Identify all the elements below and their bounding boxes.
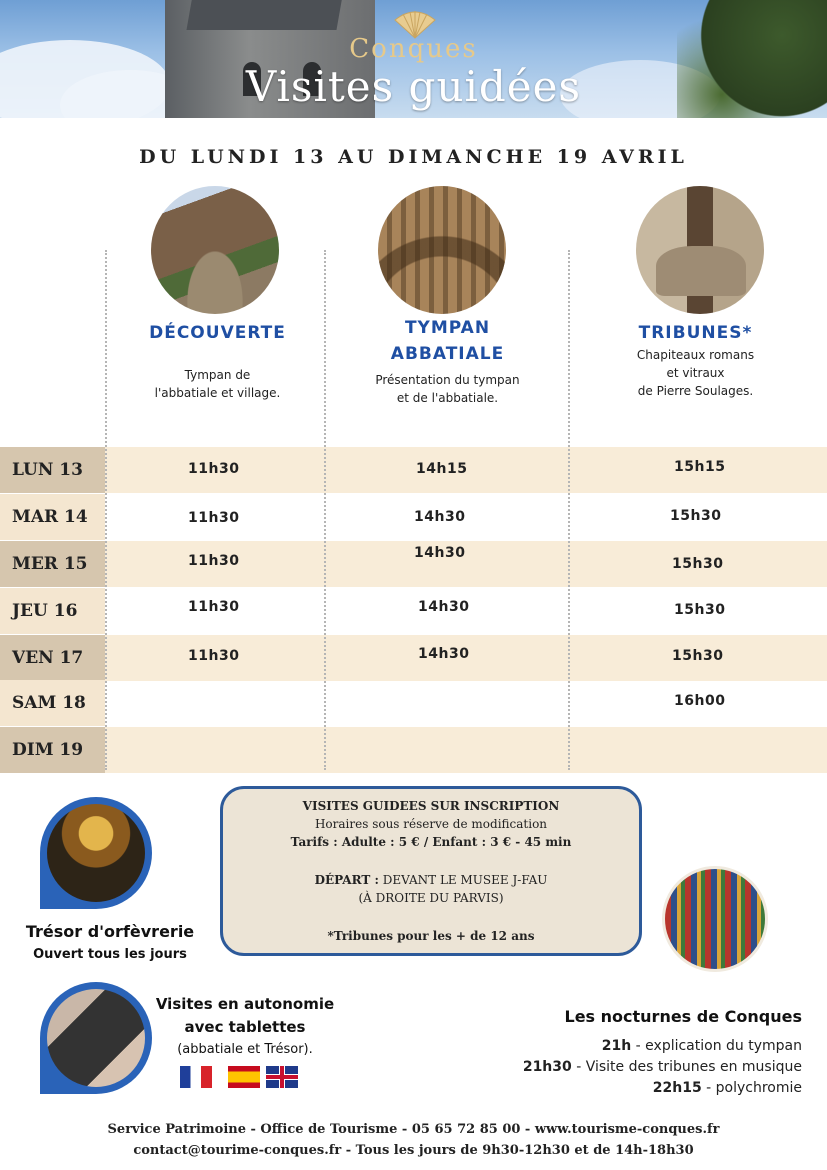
tablet-line1: Visites en autonomie [155, 995, 335, 1013]
time-decouverte: 11h30 [188, 648, 240, 664]
departure-value: DEVANT LE MUSEE J-FAU [382, 873, 548, 887]
column-desc-tympan [350, 371, 545, 407]
nocturnes-title: Les nocturnes de Conques [564, 1007, 802, 1026]
page-title: Visites guidées [245, 62, 582, 111]
time-tribunes: 15h15 [674, 459, 726, 475]
column-title-line: TRIBUNES* [638, 323, 753, 343]
nocturne-item [602, 1038, 802, 1054]
day-label: MER 15 [0, 541, 105, 587]
column-title-line: ABBATIALE [390, 344, 505, 364]
info-registration: VISITES GUIDEES SUR INSCRIPTION [302, 799, 560, 813]
schedule-row [0, 541, 827, 587]
footer-contact: Service Patrimoine - Office de Tourisme - 05 65 72 85 00 - www.tourisme-conques.fr [107, 1122, 720, 1137]
time-tribunes: 15h30 [672, 648, 724, 664]
time-tympan: 14h30 [418, 599, 470, 615]
day-label: SAM 18 [0, 680, 105, 726]
column-desc-line: Chapiteaux romans [636, 348, 755, 362]
column-title-tribunes [598, 320, 793, 346]
tribunes-photo [636, 186, 764, 314]
departure-label: DÉPART : [314, 873, 379, 887]
time-tympan: 14h30 [414, 509, 466, 525]
stained-glass-photo [662, 866, 768, 972]
column-desc-line: Présentation du tympan [375, 373, 520, 387]
time-tribunes: 15h30 [674, 602, 726, 618]
info-box [220, 786, 642, 956]
nocturne-time: 21h30 [522, 1059, 572, 1075]
tresor-badge [40, 797, 152, 909]
nocturne-text: - explication du tympan [631, 1038, 802, 1054]
tablet-badge [40, 982, 152, 1094]
tablet-photo [47, 989, 145, 1087]
time-tribunes: 16h00 [674, 693, 726, 709]
spanish-flag-icon [228, 1066, 260, 1088]
nocturne-time: 22h15 [652, 1080, 702, 1096]
column-desc-line: et de l'abbatiale. [396, 391, 499, 405]
info-departure [223, 873, 639, 887]
column-title-line: TYMPAN [404, 318, 491, 338]
nocturne-text: - polychromie [701, 1080, 802, 1096]
day-label: JEU 16 [0, 588, 105, 634]
info-departure-sub: (À DROITE DU PARVIS) [358, 891, 504, 905]
column-title-decouverte [120, 320, 315, 346]
schedule-row [0, 727, 827, 773]
nocturne-item [653, 1080, 802, 1096]
time-tympan: 14h30 [414, 545, 466, 561]
nocturne-item [523, 1059, 802, 1075]
tresor-title: Trésor d'orfèvrerie [25, 922, 195, 941]
schedule-row [0, 635, 827, 681]
village-photo [151, 186, 279, 314]
column-divider [324, 250, 326, 770]
logo-text: Conques [349, 34, 478, 64]
schedule-row [0, 494, 827, 540]
column-desc-line: et vitraux [666, 366, 725, 380]
uk-flag-cross [280, 1066, 284, 1088]
schedule-row [0, 588, 827, 634]
tresor-subtitle: Ouvert tous les jours [33, 947, 187, 962]
schedule-row [0, 447, 827, 493]
day-label: MAR 14 [0, 494, 105, 540]
time-decouverte: 11h30 [188, 599, 240, 615]
day-label: DIM 19 [0, 727, 105, 773]
column-desc-line: l'abbatiale et village. [154, 386, 281, 400]
date-range: DU LUNDI 13 AU DIMANCHE 19 AVRIL [139, 146, 688, 168]
tablet-line3: (abbatiale et Trésor). [177, 1042, 313, 1057]
tresor-photo [47, 804, 145, 902]
time-decouverte: 11h30 [188, 510, 240, 526]
nocturne-time: 21h [601, 1038, 632, 1054]
info-disclaimer: Horaires sous réserve de modification [314, 817, 548, 831]
header-banner [0, 0, 827, 118]
info-note: *Tribunes pour les + de 12 ans [327, 929, 535, 943]
column-title-line: DÉCOUVERTE [149, 323, 286, 343]
day-label: VEN 17 [0, 635, 105, 681]
church-roof-image [186, 0, 343, 30]
column-desc-line: Tympan de [184, 368, 251, 382]
nocturne-text: - Visite des tribunes en musique [571, 1059, 802, 1075]
time-tribunes: 15h30 [670, 508, 722, 524]
time-decouverte: 11h30 [188, 553, 240, 569]
french-flag-icon [180, 1066, 212, 1088]
uk-flag-icon [266, 1066, 298, 1088]
info-prices: Tarifs : Adulte : 5 € / Enfant : 3 € - 45 min [290, 835, 572, 849]
tympan-photo [378, 186, 506, 314]
column-desc-tribunes [598, 346, 793, 400]
footer-hours: contact@tourime-conques.fr - Tous les jours de 9h30-12h30 et de 14h-18h30 [133, 1143, 694, 1158]
day-label: LUN 13 [0, 447, 105, 493]
column-title-tympan [350, 315, 545, 367]
time-tympan: 14h30 [418, 646, 470, 662]
column-desc-decouverte [120, 366, 315, 402]
column-desc-line: de Pierre Soulages. [637, 384, 754, 398]
schedule-row [0, 680, 827, 726]
tablet-line2: avec tablettes [184, 1018, 306, 1036]
column-divider [568, 250, 570, 770]
time-tympan: 14h15 [416, 461, 468, 477]
time-tribunes: 15h30 [672, 556, 724, 572]
column-divider [105, 250, 107, 770]
time-decouverte: 11h30 [188, 461, 240, 477]
